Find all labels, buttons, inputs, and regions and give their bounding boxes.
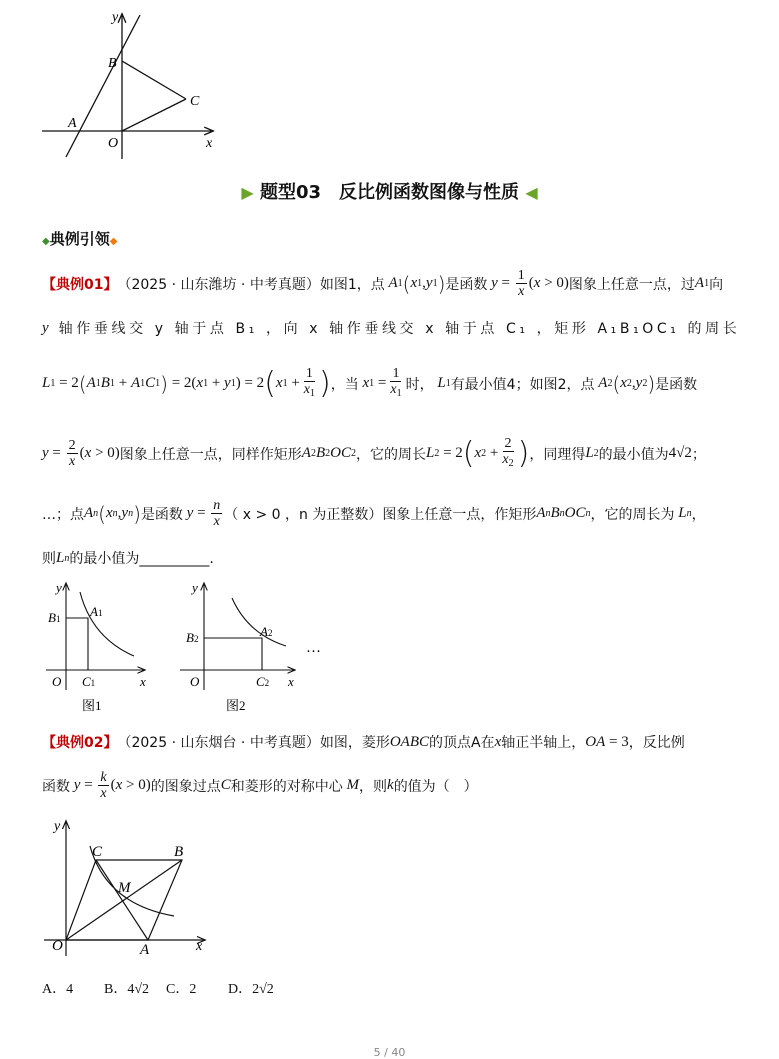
- text-segment: 是函数: [140, 506, 183, 523]
- label-o: O: [52, 938, 63, 954]
- figure-caption: 图1: [82, 698, 102, 713]
- subsection-title: 典例引领: [49, 230, 110, 248]
- option-b[interactable]: B．4√2: [104, 982, 150, 997]
- text-segment: 和菱形的对称中心: [230, 778, 343, 795]
- text-segment: 向: [709, 276, 724, 293]
- hyperbola-curve: [232, 598, 286, 646]
- label-c: C: [190, 94, 200, 109]
- text-segment: 函数: [42, 778, 70, 795]
- option-a[interactable]: A．4: [42, 982, 74, 997]
- label-o: O: [190, 674, 200, 689]
- text-segment: 的顶点A在: [429, 735, 495, 751]
- text-segment: 的图象过点: [150, 778, 221, 795]
- label-b: B: [174, 844, 184, 860]
- ex1-line5: …；点 A n ( x n , y n ) 是函数 y = $\frac{n}{x}$ （ x > 0 ，n 为正整数）图象上任意一点，作矩形 A n B n OC n ，它的周长为 L n ，: [42, 498, 706, 529]
- label-x: x: [140, 674, 146, 689]
- text-segment: （ x > 0 ，n 为正整数）图象上任意一点，作矩形: [224, 506, 537, 523]
- figure-caption: 图2: [226, 698, 246, 713]
- label-x: x: [206, 136, 213, 151]
- label-a: A: [140, 942, 150, 958]
- label-o: O: [52, 674, 62, 689]
- text-segment: 是函数: [445, 276, 488, 293]
- ex1-line6: 则 L n 的最小值为__________.: [42, 549, 214, 567]
- text-segment: 是函数: [655, 376, 698, 393]
- text-segment: 图象上任意一点，同样作矩形: [119, 446, 302, 463]
- label-y: y: [56, 580, 62, 595]
- rectangle: [66, 618, 88, 670]
- label-b2: B2: [186, 630, 199, 645]
- text-segment: 轴作垂线交 y 轴于点 B₁ ，向 x 轴作垂线交 x 轴于点 C₁ ，矩形 A₁B₁OC₁ 的周长: [58, 321, 741, 337]
- label-a1: A1: [90, 604, 103, 619]
- text-segment: ，当: [330, 376, 359, 393]
- text-segment: 则: [42, 551, 56, 567]
- section-title: [0, 178, 779, 204]
- label-c1: C1: [82, 674, 96, 689]
- text-segment: 图象上任意一点，过: [568, 276, 695, 293]
- ex2-tag: 【典例02】: [42, 735, 118, 751]
- segment-oc: [122, 99, 186, 131]
- text-segment: ，反比例: [628, 735, 685, 751]
- diamond-icon: ◆: [42, 236, 50, 247]
- text-segment: 轴正半轴上，: [501, 735, 586, 751]
- figure-1: [40, 578, 160, 718]
- ex1-line3: L 1 = 2 ( A 1 B 1 + A 1 C 1 ) = 2( x 1 + y 1 ) = 2 ( x 1 + $\frac{1}{x_1}$ ) ，当 x 1 = $\frac{1}{x_1}$ 时， L 1 有最小值4；如图2，点 A 2 ( x 2 , y 2 ) 是函数: [42, 365, 698, 401]
- figure-2: [176, 578, 336, 718]
- diamond-icon: ◆: [109, 236, 118, 247]
- subsection-heading: [42, 228, 117, 249]
- label-a: A: [68, 116, 77, 131]
- ellipsis: …: [306, 640, 321, 656]
- text-segment: 的值为（ ）: [393, 778, 478, 795]
- section-title-text: 题型03 反比例函数图像与性质: [259, 182, 520, 203]
- ex1-line2: y 轴作垂线交 y 轴于点 B₁ ，向 x 轴作垂线交 x 轴于点 C₁ ，矩形 A₁B₁OC₁ 的周长: [42, 319, 741, 337]
- label-a2: A2: [260, 624, 273, 639]
- ex1-line1: 【典例01】 （2025 · 山东潍坊 · 中考真题）如图1，点 A 1 ( x 1 , y 1 ) 是函数 y = $\frac{1}{x}$ ( x > 0) 图象上任意一点，过 A 1 向: [42, 268, 724, 299]
- page-number: 5 / 40: [373, 1046, 406, 1059]
- ex2-line2: 函数 y = $\frac{k}{x}$ ( x > 0) 的图象过点 C 和菱形的对称中心 M ，则 k 的值为（ ）: [42, 770, 478, 801]
- ex1-source: （2025 · 山东潍坊 · 中考真题）如图1，点: [117, 276, 385, 293]
- text-segment: ，则: [359, 778, 388, 795]
- text-segment: ；: [691, 446, 706, 463]
- option-d[interactable]: D．2√2: [228, 982, 274, 997]
- label-m: M: [118, 880, 131, 896]
- diagonal-ac: [96, 860, 148, 940]
- rectangle: [204, 638, 262, 670]
- text-segment: 的最小值为__________.: [69, 551, 214, 567]
- text-segment: 有最小值4；如图2，点: [450, 376, 595, 393]
- label-c: C: [92, 844, 103, 860]
- option-c[interactable]: C．2: [166, 982, 197, 997]
- label-y: y: [112, 10, 119, 25]
- segment-bc: [122, 61, 186, 99]
- label-y: y: [54, 819, 61, 834]
- line-ab: [66, 15, 140, 157]
- figure-lines-triangle: [30, 5, 230, 165]
- ex1-tag: 【典例01】: [42, 276, 118, 293]
- text-segment: …；点: [42, 506, 84, 523]
- label-c2: C2: [256, 674, 270, 689]
- text-segment: ，它的周长: [355, 446, 426, 463]
- label-o: O: [108, 136, 119, 151]
- label-y: y: [192, 580, 198, 595]
- arrow-right-icon: ▶: [241, 183, 254, 202]
- ex2-line1: 【典例02】 （2025 · 山东烟台 · 中考真题）如图，菱形 OABC 的顶点A在 x 轴正半轴上， OA = 3 ，反比例: [42, 733, 685, 751]
- text-segment: ，同理得: [529, 446, 586, 463]
- label-x: x: [196, 939, 203, 954]
- hyperbola-curve: [90, 846, 174, 916]
- arrow-left-icon: ◀: [525, 183, 538, 202]
- label-b: B: [108, 56, 117, 71]
- ex1-line4: y = $\frac{2}{x}$ ( x > 0) 图象上任意一点，同样作矩形 A 2 B 2 OC 2 ，它的周长 L 2 = 2 ( x 2 + $\frac{2}{x_2}$ ) ，同理得 L 2 的最小值为 4√2 ；: [42, 435, 706, 471]
- label-b1: B1: [48, 610, 61, 625]
- figure-rhombus: [40, 816, 220, 964]
- text-segment: 的最小值为: [598, 446, 669, 463]
- text-segment: ，它的周长为: [590, 506, 675, 523]
- label-x: x: [288, 674, 294, 689]
- text-segment: （2025 · 山东烟台 · 中考真题）如图，菱形: [117, 735, 390, 751]
- text-segment: 时，: [405, 376, 434, 393]
- text-segment: ，: [691, 506, 706, 523]
